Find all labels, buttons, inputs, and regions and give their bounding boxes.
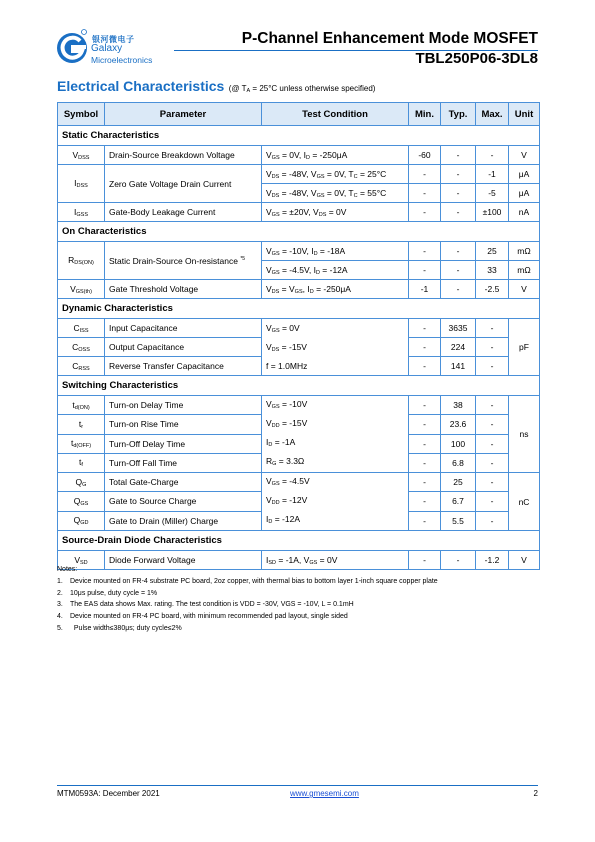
value-cell: - [441, 165, 476, 184]
symbol-cell: $I_{DSS}$ [58, 165, 105, 203]
value-cell: 33 [476, 261, 509, 280]
param-cell: Turn-on Rise Time [105, 415, 262, 434]
value-cell: - [409, 473, 441, 492]
note-3: 3. The EAS data shows Max. rating. The test condition is VDD = -30V, VGS = -10V, L = 0.1mH [57, 601, 354, 609]
table-row [58, 203, 540, 222]
logo-chinese-name: 银河微电子 [92, 35, 135, 44]
value-cell: - [441, 203, 476, 222]
section-conditions: (@ $T_A = 25^\circ C$ unless otherwise specified) [228, 84, 376, 94]
value-cell: 3635 [441, 319, 476, 338]
param-cell: Static Drain-Source On-resistance $^{*5}$ [105, 242, 262, 280]
symbol-cell: $I_{GSS}$ [58, 203, 105, 222]
value-cell: 38 [441, 396, 476, 415]
value-cell: 224 [441, 338, 476, 357]
param-cell: Zero Gate Voltage Drain Current [105, 165, 262, 203]
value-cell: 25 [441, 473, 476, 492]
value-cell: - [476, 434, 509, 453]
section-heading: Electrical Characteristics [57, 78, 225, 94]
symbol-cell: $C_{OSS}$ [58, 338, 105, 357]
value-cell: Switching Characteristics [58, 376, 540, 396]
unit-cell: nC [509, 473, 540, 531]
unit-cell: ns [509, 396, 540, 473]
value-cell: 6.7 [441, 492, 476, 511]
table-row [58, 319, 540, 338]
value-cell: 25 [476, 242, 509, 261]
condition-cell: $V_{GS} = -4.5V$ $V_{DD} = -12V$ $I_D = -12A$ [262, 473, 409, 531]
value-cell: - [409, 203, 441, 222]
symbol-cell: $V_{GS(th)}$ [58, 280, 105, 299]
value-cell: mΩ [509, 261, 540, 280]
value-cell: V [509, 551, 540, 570]
value-cell: - [409, 551, 441, 570]
value-cell: - [441, 242, 476, 261]
value-cell: Source-Drain Diode Characteristics [58, 531, 540, 551]
symbol-cell: $Q_{GD}$ [58, 511, 105, 530]
section-title [57, 78, 375, 96]
unit-cell: pF [509, 319, 540, 376]
note-4: 4. Device mounted on FR-4 PC board, with minimum recommended pad layout, single sided [57, 613, 348, 621]
value-cell: - [409, 453, 441, 472]
value-cell: 6.8 [441, 453, 476, 472]
note-1: 1. Device mounted on FR-4 substrate PC board, 2oz copper, with thermal bias to bottom layer 1-inch square copper plate [57, 577, 438, 585]
value-cell: -5 [476, 184, 509, 203]
notes-title: Notes: [57, 566, 78, 573]
param-cell: Turn-Off Fall Time [105, 453, 262, 472]
value-cell: - [476, 319, 509, 338]
value-cell: - [476, 396, 509, 415]
value-cell: V [509, 280, 540, 299]
param-cell: Turn-on Delay Time [105, 396, 262, 415]
group-row-dynamic [58, 299, 540, 319]
note-2: 2. 10μs pulse, duty cycle = 1% [57, 589, 158, 597]
value-cell: - [409, 184, 441, 203]
table-row [58, 280, 540, 299]
value-cell: On Characteristics [58, 222, 540, 242]
param-cell: Output Capacitance [105, 338, 262, 357]
param-cell: Gate-Body Leakage Current [105, 203, 262, 222]
value-cell: -1 [409, 280, 441, 299]
electrical-characteristics-table [57, 102, 540, 570]
symbol-cell: $Q_G$ [58, 473, 105, 492]
value-cell: Dynamic Characteristics [58, 299, 540, 319]
group-row-diode [58, 531, 540, 551]
value-cell: μA [509, 165, 540, 184]
table-row [58, 473, 540, 492]
value-cell: - [409, 434, 441, 453]
value-cell: - [441, 184, 476, 203]
table-row [58, 242, 540, 261]
value-cell: - [409, 511, 441, 530]
col-symbol: Symbol [58, 103, 105, 126]
value-cell: - [476, 453, 509, 472]
symbol-cell: $V_{DSS}$ [58, 146, 105, 165]
value-cell: - [476, 415, 509, 434]
website-link[interactable]: www.gmesemi.com [290, 789, 359, 798]
value-cell: -1 [476, 165, 509, 184]
param-cell: Gate to Drain (Miller) Charge [105, 511, 262, 530]
symbol-cell: $Q_{GS}$ [58, 492, 105, 511]
group-row-static [58, 126, 540, 146]
condition-cell: $V_{GS} = -10V$, $I_D = -18A$ [262, 242, 409, 261]
part-number: TBL250P06-3DL8 [415, 50, 538, 67]
value-cell: 100 [441, 434, 476, 453]
value-cell: mΩ [509, 242, 540, 261]
value-cell: V [509, 146, 540, 165]
value-cell: - [409, 396, 441, 415]
condition-cell: $V_{DS} = -48V$, $V_{GS} = 0V$, $T_C = 25^\circ C$ [262, 165, 409, 184]
value-cell: -60 [409, 146, 441, 165]
col-typ: Typ. [441, 103, 476, 126]
value-cell: - [409, 165, 441, 184]
value-cell: - [476, 338, 509, 357]
table-row [58, 146, 540, 165]
condition-cell: $V_{DS} = -48V$, $V_{GS} = 0V$, $T_C = 55^\circ C$ [262, 184, 409, 203]
notes [57, 564, 438, 635]
symbol-cell: $t_{d(ON)}$ [58, 396, 105, 415]
param-cell: Turn-Off Delay Time [105, 434, 262, 453]
table-row [58, 396, 540, 415]
value-cell: - [476, 473, 509, 492]
value-cell: 23.6 [441, 415, 476, 434]
col-unit: Unit [509, 103, 540, 126]
param-cell: Reverse Transfer Capacitance [105, 357, 262, 376]
symbol-cell: $C_{ISS}$ [58, 319, 105, 338]
footer-divider [57, 785, 538, 786]
value-cell: - [441, 146, 476, 165]
value-cell: - [476, 357, 509, 376]
value-cell: -1.2 [476, 551, 509, 570]
param-cell: Gate Threshold Voltage [105, 280, 262, 299]
logo-name: Galaxy [91, 43, 123, 54]
value-cell: - [409, 492, 441, 511]
col-parameter: Parameter [105, 103, 262, 126]
note-5: 5. Pulse width≤380μs; duty cycle≤2% [57, 624, 182, 632]
value-cell: - [409, 357, 441, 376]
value-cell: - [409, 242, 441, 261]
value-cell: - [441, 280, 476, 299]
condition-cell: $I_{SD} = -1A$, $V_{GS} = 0V$ [262, 551, 409, 570]
page-title: P-Channel Enhancement Mode MOSFET [241, 30, 538, 47]
symbol-cell: $V_{SD}$ [58, 551, 105, 570]
symbol-cell: $C_{RSS}$ [58, 357, 105, 376]
value-cell: 141 [441, 357, 476, 376]
page-number: 2 [533, 789, 538, 798]
value-cell: μA [509, 184, 540, 203]
condition-cell: $V_{GS} = 0V$ $V_{DS} = -15V$ f = 1.0MHz [262, 319, 409, 376]
symbol-cell: $t_{d(OFF)}$ [58, 434, 105, 453]
param-cell: Diode Forward Voltage [105, 551, 262, 570]
value-cell: -2.5 [476, 280, 509, 299]
condition-cell: $V_{GS} = \pm 20V$, $V_{DS} = 0V$ [262, 203, 409, 222]
value-cell: - [476, 146, 509, 165]
galaxy-g-icon [56, 27, 90, 67]
value-cell: - [409, 319, 441, 338]
value-cell: - [409, 415, 441, 434]
condition-cell: $V_{GS} = 0V$, $I_D = -250\mu A$ [262, 146, 409, 165]
value-cell: - [409, 261, 441, 280]
symbol-cell: $R_{DS(ON)}$ [58, 242, 105, 280]
value-cell: 5.5 [441, 511, 476, 530]
param-cell: Gate to Source Charge [105, 492, 262, 511]
value-cell: Static Characteristics [58, 126, 540, 146]
group-row-switching [58, 376, 540, 396]
value-cell: - [409, 338, 441, 357]
logo-subname: Microelectronics [91, 55, 153, 65]
group-row-on [58, 222, 540, 242]
value-cell: nA [509, 203, 540, 222]
table-header-row [58, 103, 540, 126]
table-row [58, 165, 540, 184]
col-test-condition: Test Condition [262, 103, 409, 126]
col-min: Min. [409, 103, 441, 126]
condition-cell: $V_{GS} = -10V$ $V_{DD} = -15V$ $I_D = -1A$ $R_G = 3.3\Omega$ [262, 396, 409, 473]
company-logo [56, 27, 176, 71]
value-cell: - [476, 492, 509, 511]
value-cell: - [441, 551, 476, 570]
param-cell: Drain-Source Breakdown Voltage [105, 146, 262, 165]
col-max: Max. [476, 103, 509, 126]
condition-cell: $V_{DS} = V_{GS}$, $I_D = -250\mu A$ [262, 280, 409, 299]
param-cell: Input Capacitance [105, 319, 262, 338]
condition-cell: $V_{GS} = -4.5V$, $I_D = -12A$ [262, 261, 409, 280]
symbol-cell: $t_f$ [58, 453, 105, 472]
value-cell: - [476, 511, 509, 530]
document-code: MTM0593A: December 2021 [57, 789, 160, 798]
param-cell: Total Gate-Charge [105, 473, 262, 492]
value-cell: - [441, 261, 476, 280]
symbol-cell: $t_r$ [58, 415, 105, 434]
value-cell: ±100 [476, 203, 509, 222]
